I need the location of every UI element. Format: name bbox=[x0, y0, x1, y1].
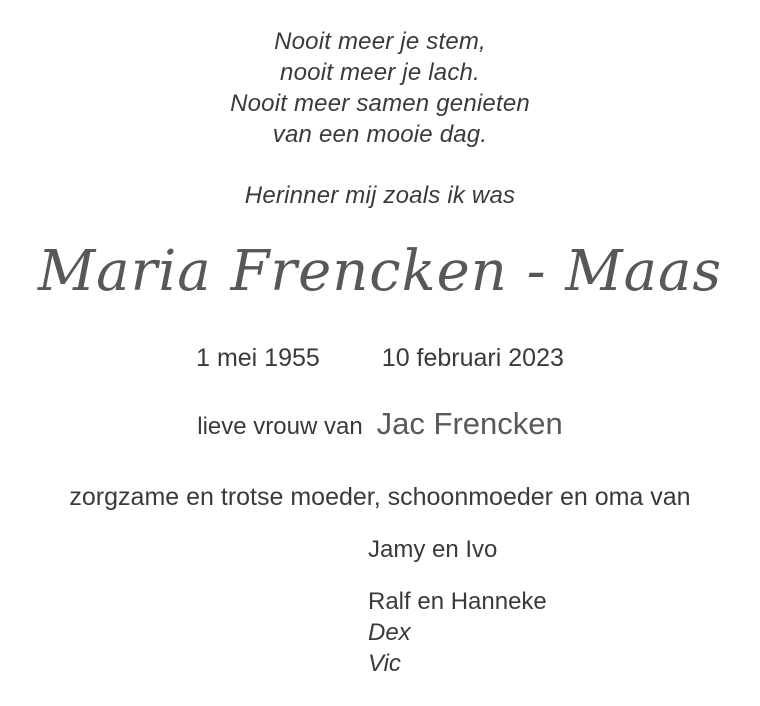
deceased-name: Maria Frencken - Maas bbox=[37, 239, 723, 304]
children-group-1: Jamy en Ivo bbox=[368, 536, 498, 563]
family-names bbox=[368, 534, 547, 679]
poem-line: Nooit meer je stem, bbox=[274, 28, 486, 55]
spouse-name: Jac Frencken bbox=[376, 406, 563, 441]
grandchild-name: Dex bbox=[368, 619, 411, 646]
spouse-prefix: lieve vrouw van bbox=[197, 413, 363, 440]
grandchild-name: Vic bbox=[368, 650, 401, 677]
children-group-2: Ralf en Hanneke bbox=[368, 588, 547, 615]
death-date: 10 februari 2023 bbox=[381, 344, 564, 372]
remembrance-line: Herinner mij zoals ik was bbox=[244, 182, 516, 209]
poem bbox=[0, 26, 760, 150]
family-roles-line: zorgzame en trotse moeder, schoonmoeder en oma van bbox=[69, 483, 691, 511]
poem-line: nooit meer je lach. bbox=[280, 59, 480, 86]
life-dates bbox=[0, 344, 760, 373]
poem-line: van een mooie dag. bbox=[272, 121, 488, 148]
birth-date: 1 mei 1955 bbox=[196, 344, 320, 372]
poem-line: Nooit meer samen genieten bbox=[230, 90, 530, 117]
spouse-line bbox=[0, 406, 760, 442]
